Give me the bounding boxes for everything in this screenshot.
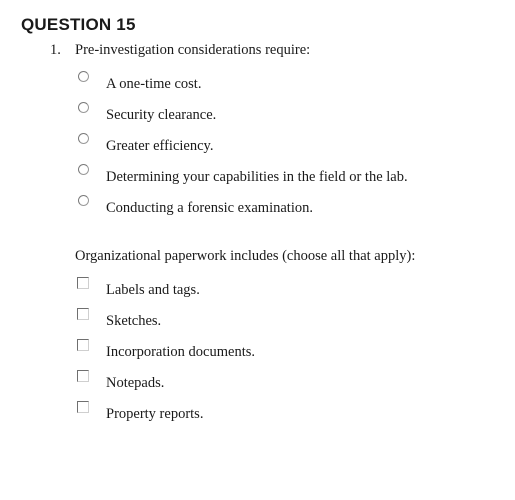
question-title: QUESTION 15 — [21, 15, 136, 34]
checkbox-option-label: Incorporation documents. — [106, 344, 255, 360]
checkbox-option-5[interactable] — [75, 405, 495, 427]
radio-option-label: Conducting a forensic examination. — [106, 200, 313, 216]
checkbox[interactable] — [77, 277, 89, 289]
radio-button[interactable] — [78, 71, 89, 82]
radio-option-2[interactable] — [75, 106, 495, 128]
checkbox-option-label: Sketches. — [106, 313, 162, 329]
checkbox-option-4[interactable] — [75, 374, 495, 396]
checkbox-option-3[interactable] — [75, 343, 495, 365]
radio-option-1[interactable] — [75, 75, 495, 97]
radio-option-3[interactable] — [75, 137, 495, 159]
radio-option-label: A one-time cost. — [106, 76, 202, 92]
checkbox-option-label: Labels and tags. — [106, 282, 200, 298]
radio-option-5[interactable] — [75, 199, 495, 221]
radio-button[interactable] — [78, 102, 89, 113]
radio-button[interactable] — [78, 164, 89, 175]
radio-button[interactable] — [78, 133, 89, 144]
checkbox[interactable] — [77, 401, 89, 413]
checkbox-option-label: Notepads. — [106, 375, 165, 391]
checkbox-option-1[interactable] — [75, 281, 495, 303]
radio-option-label: Greater efficiency. — [106, 138, 214, 154]
question-prompt-2: Organizational paperwork includes (choose all that apply): — [75, 248, 416, 264]
item-number: 1. — [50, 42, 61, 58]
checkbox-option-label: Property reports. — [106, 406, 204, 422]
checkbox[interactable] — [77, 339, 89, 351]
radio-button[interactable] — [78, 195, 89, 206]
question-prompt-1: Pre-investigation considerations require: — [75, 42, 311, 58]
radio-option-4[interactable] — [75, 168, 495, 190]
checkbox-option-2[interactable] — [75, 312, 495, 334]
checkbox[interactable] — [77, 308, 89, 320]
radio-option-label: Security clearance. — [106, 107, 217, 123]
checkbox[interactable] — [77, 370, 89, 382]
radio-option-label: Determining your capabilities in the field or the lab. — [106, 169, 408, 185]
